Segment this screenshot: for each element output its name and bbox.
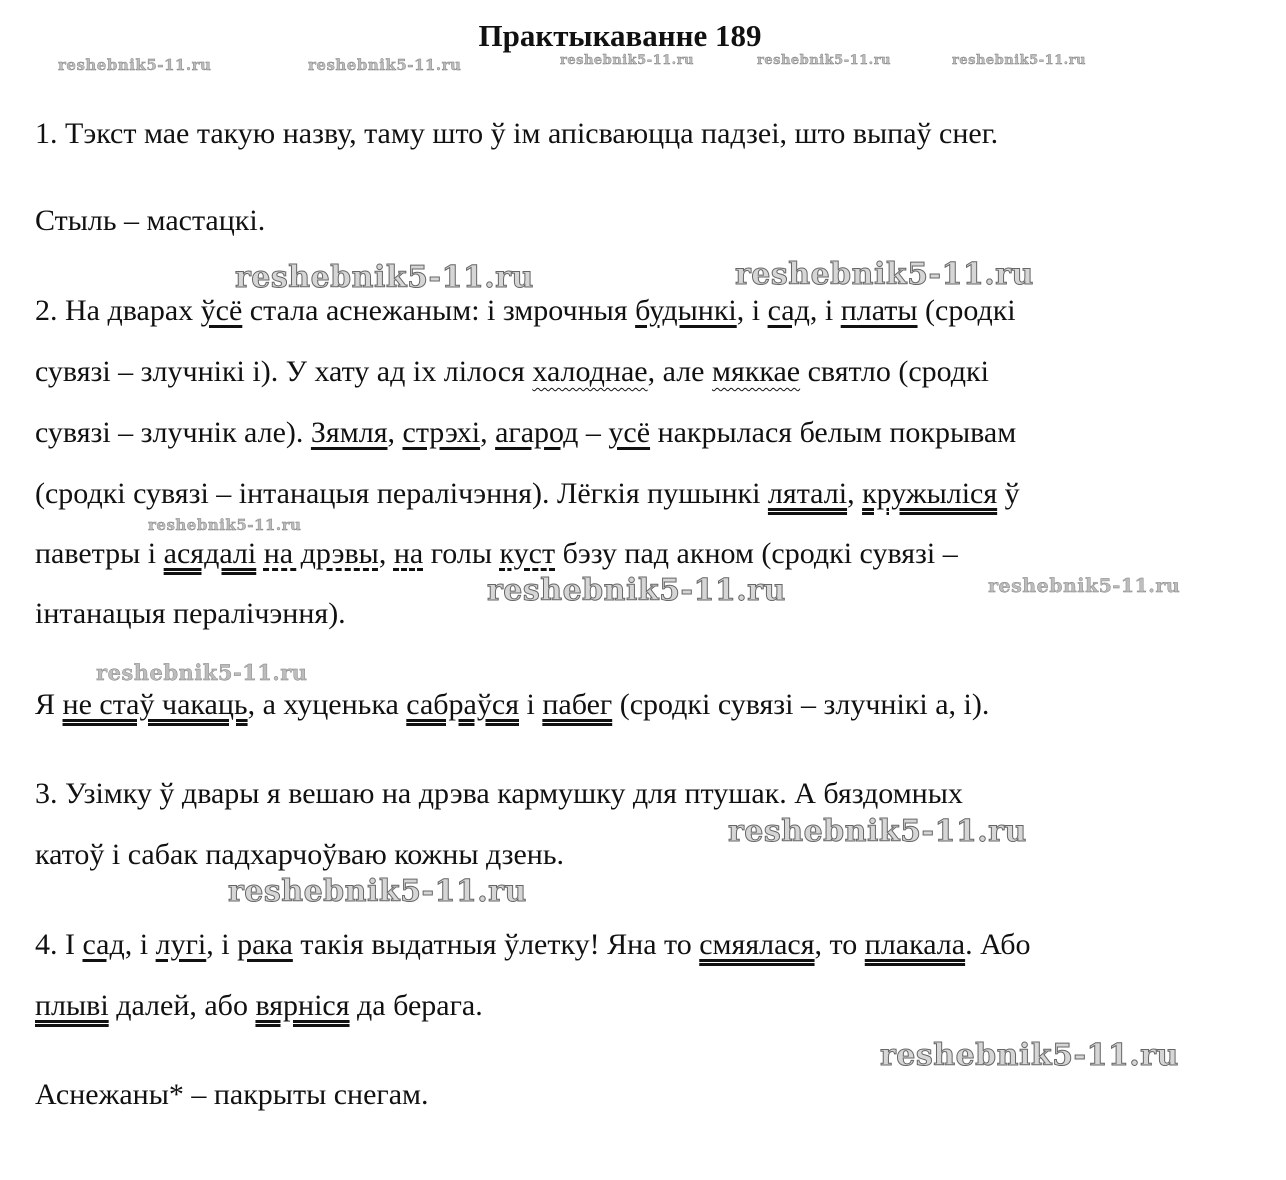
watermark: reshebnik5-11.ru bbox=[880, 1038, 1179, 1073]
text-run: , то bbox=[814, 928, 865, 961]
adverbial-word: на дрэвы bbox=[263, 537, 379, 570]
predicate-word: кружыліся bbox=[862, 477, 998, 510]
adverbial-word: куст bbox=[499, 537, 556, 570]
watermark: reshebnik5-11.ru bbox=[148, 516, 302, 534]
answer-2-line-5 bbox=[35, 537, 958, 571]
text-run: , bbox=[480, 416, 496, 449]
text-run: (сродкі сувязі – інтанацыя пералічэння). Лёгкія пушынкі bbox=[35, 477, 768, 510]
watermark: reshebnik5-11.ru bbox=[58, 56, 212, 74]
style-line: Стыль – мастацкі. bbox=[35, 204, 266, 237]
watermark: reshebnik5-11.ru bbox=[560, 53, 695, 68]
answer-2-line-2 bbox=[35, 355, 989, 389]
text-run: накрылася белым покрывам bbox=[650, 416, 1017, 449]
text-run: , і bbox=[206, 928, 238, 961]
text-run: ў bbox=[997, 477, 1020, 510]
answer-4-line-1 bbox=[35, 928, 1031, 962]
attribute-word: мяккае bbox=[711, 355, 801, 388]
text-run: далей, або bbox=[108, 989, 256, 1022]
text-run: сувязі – злучнік але). bbox=[35, 416, 311, 449]
attribute-word: халоднае bbox=[532, 355, 648, 388]
predicate-word: плыві bbox=[35, 989, 109, 1022]
answer-2-line-1 bbox=[35, 294, 1016, 328]
text-run: , але bbox=[647, 355, 712, 388]
watermark: reshebnik5-11.ru bbox=[487, 573, 786, 608]
text-run: стала аснежаным: і змрочныя bbox=[242, 294, 636, 327]
answer-3-line-1: 3. Узімку ў двары я вешаю на дрэва кармушку для птушак. А бяздомных bbox=[35, 777, 963, 810]
subject-word: сад bbox=[767, 294, 810, 327]
text-run: , bbox=[378, 537, 394, 570]
predicate-word: асядалі bbox=[163, 537, 257, 570]
watermark: reshebnik5-11.ru bbox=[228, 874, 527, 909]
predicate-word: вярніся bbox=[255, 989, 350, 1022]
text-run: , і bbox=[736, 294, 768, 327]
text-run: Я bbox=[35, 688, 63, 721]
answer-2-line-3 bbox=[35, 416, 1016, 450]
text-run: голы bbox=[423, 537, 500, 570]
text-run: 4. І bbox=[35, 928, 83, 961]
subject-word: рака bbox=[237, 928, 293, 961]
text-run: (сродкі сувязі – злучнікі а, і). bbox=[612, 688, 990, 721]
subject-word: стрэхі bbox=[402, 416, 481, 449]
predicate-word: плакала bbox=[864, 928, 966, 961]
adverbial-word: на bbox=[393, 537, 424, 570]
subject-word: агарод bbox=[495, 416, 579, 449]
answer-2-line-6: інтанацыя пералічэння). bbox=[35, 597, 346, 630]
footnote: Аснежаны* – пакрыты снегам. bbox=[35, 1078, 429, 1111]
text-run: (сродкі bbox=[917, 294, 1016, 327]
predicate-word: ляталі bbox=[767, 477, 848, 510]
text-run: . Або bbox=[965, 928, 1031, 961]
text-run: такія выдатныя ўлетку! Яна то bbox=[292, 928, 700, 961]
text-run: , і bbox=[809, 294, 841, 327]
text-run: 2. На дварах bbox=[35, 294, 201, 327]
text-run: і bbox=[519, 688, 543, 721]
watermark: reshebnik5-11.ru bbox=[757, 53, 892, 68]
answer-2-line-4 bbox=[35, 477, 1020, 511]
watermark: reshebnik5-11.ru bbox=[988, 575, 1181, 597]
answer-3-line-2: катоў і сабак падхарчоўваю кожны дзень. bbox=[35, 838, 565, 871]
answer-1-line: 1. Тэкст мае такую назву, таму што ў ім апісваюцца падзеі, што выпаў снег. bbox=[35, 117, 999, 150]
watermark: reshebnik5-11.ru bbox=[308, 56, 462, 74]
page-title: Практыкаванне 189 bbox=[478, 18, 762, 53]
predicate-word: пабег bbox=[542, 688, 613, 721]
predicate-word: не стаў чакаць bbox=[62, 688, 248, 721]
text-run: , bbox=[847, 477, 863, 510]
subject-word: ўсё bbox=[200, 294, 243, 327]
text-run: , а хуценька bbox=[247, 688, 407, 721]
answer-2b-line bbox=[35, 688, 989, 722]
text-run: паветры і bbox=[35, 537, 164, 570]
text-run: , і bbox=[124, 928, 156, 961]
text-run: , bbox=[387, 416, 403, 449]
watermark: reshebnik5-11.ru bbox=[952, 53, 1087, 68]
text-run: сувязі – злучнікі і). У хату ад іх лілося bbox=[35, 355, 533, 388]
subject-word: лугі bbox=[155, 928, 207, 961]
answer-4-line-2 bbox=[35, 989, 483, 1023]
subject-word: платы bbox=[840, 294, 918, 327]
text-run: – bbox=[578, 416, 609, 449]
predicate-word: сабраўся bbox=[406, 688, 519, 721]
subject-word: Зямля bbox=[310, 416, 388, 449]
text-run: да берага. bbox=[349, 989, 483, 1022]
watermark: reshebnik5-11.ru bbox=[96, 660, 308, 685]
predicate-word: смяялася bbox=[699, 928, 815, 961]
watermark: reshebnik5-11.ru bbox=[728, 814, 1027, 849]
text-run bbox=[256, 537, 264, 570]
subject-word: будынкі bbox=[635, 294, 737, 327]
watermark: reshebnik5-11.ru bbox=[735, 257, 1034, 292]
subject-word: усё bbox=[608, 416, 651, 449]
text-run: бэзу пад акном (сродкі сувязі – bbox=[555, 537, 958, 570]
text-run: святло (сродкі bbox=[800, 355, 989, 388]
watermark: reshebnik5-11.ru bbox=[235, 260, 534, 295]
subject-word: сад bbox=[82, 928, 125, 961]
